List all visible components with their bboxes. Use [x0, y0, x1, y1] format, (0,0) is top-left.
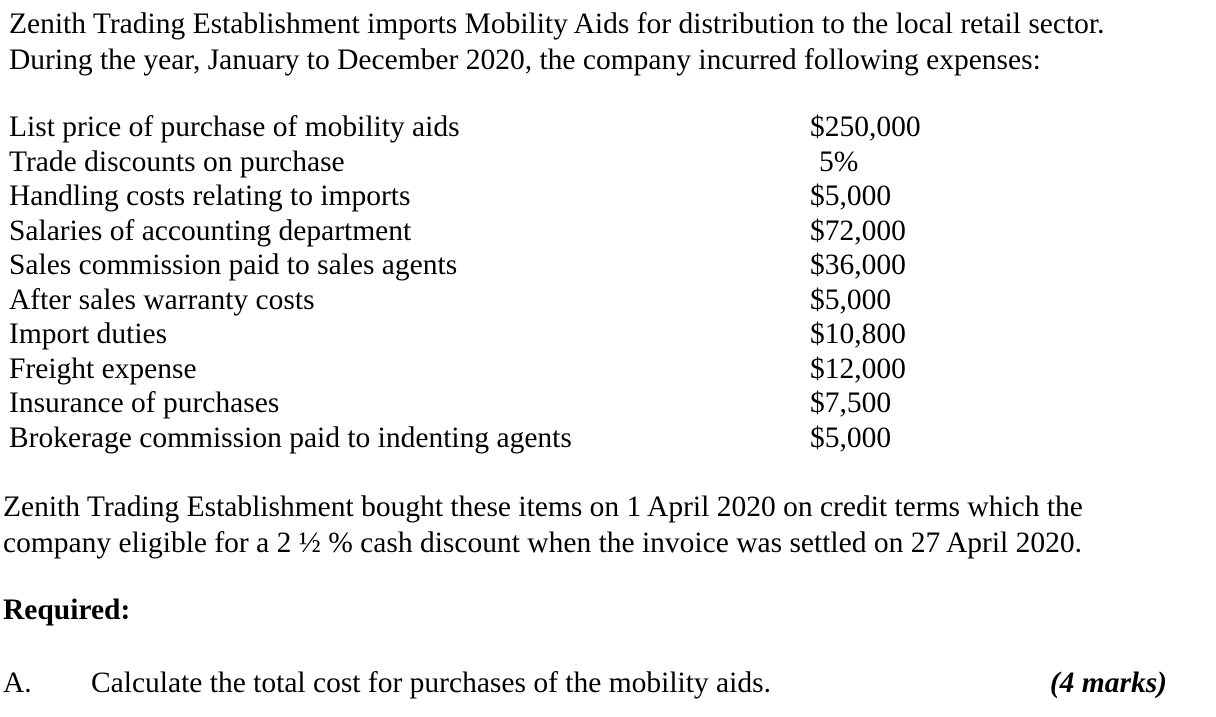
required-heading: Required: — [3, 594, 131, 626]
expense-amount: $250,000 — [810, 111, 921, 143]
expense-label: Salaries of accounting department — [9, 214, 412, 247]
purchase-note-line-2: company eligible for a 2 ½ % cash discount when the invoice was settled on 27 April 2020. — [3, 527, 1082, 559]
expense-amount: $72,000 — [810, 214, 906, 247]
expense-amount: 5% — [819, 145, 859, 178]
expense-amount: $5,000 — [810, 283, 892, 316]
expense-label: Handling costs relating to imports — [9, 180, 411, 212]
expense-row — [9, 179, 1009, 214]
expense-row — [9, 352, 1009, 387]
intro-paragraph — [9, 6, 1105, 78]
purchase-note-paragraph — [3, 489, 1083, 561]
expense-label: Freight expense — [9, 352, 197, 385]
intro-line-2: During the year, January to December 2020, the company incurred following expenses: — [9, 44, 1041, 76]
expense-label: After sales warranty costs — [9, 283, 315, 316]
expense-row — [9, 283, 1009, 318]
expense-label: Trade discounts on purchase — [9, 145, 345, 178]
expense-row — [9, 317, 1009, 352]
expense-row — [9, 386, 1009, 421]
expense-row — [9, 248, 1009, 283]
expense-row — [9, 421, 1009, 456]
expense-amount: $12,000 — [810, 352, 906, 385]
expense-label: Sales commission paid to sales agents — [9, 249, 458, 281]
expense-amount: $7,500 — [810, 387, 892, 419]
expense-list — [9, 110, 1009, 455]
expense-amount: $10,800 — [810, 318, 906, 350]
expense-label: Brokerage commission paid to indenting agents — [9, 421, 572, 454]
question-a — [3, 665, 1173, 701]
question-marks: (4 marks) — [1049, 667, 1167, 699]
purchase-note-line-1: Zenith Trading Establishment bought these items on 1 April 2020 on credit terms which the — [3, 491, 1083, 523]
intro-line-1: Zenith Trading Establishment imports Mobility Aids for distribution to the local retail sector. — [9, 8, 1105, 40]
expense-amount: $5,000 — [810, 421, 892, 454]
expense-row — [9, 110, 1009, 145]
expense-amount: $36,000 — [810, 249, 906, 281]
question-letter: A. — [3, 667, 32, 699]
expense-label: Insurance of purchases — [9, 387, 280, 419]
question-text: Calculate the total cost for purchases of the mobility aids. — [91, 667, 771, 699]
expense-label: Import duties — [9, 318, 168, 350]
expense-row — [9, 214, 1009, 249]
expense-label: List price of purchase of mobility aids — [9, 111, 460, 143]
expense-amount: $5,000 — [810, 180, 892, 212]
expense-row — [9, 145, 1009, 180]
